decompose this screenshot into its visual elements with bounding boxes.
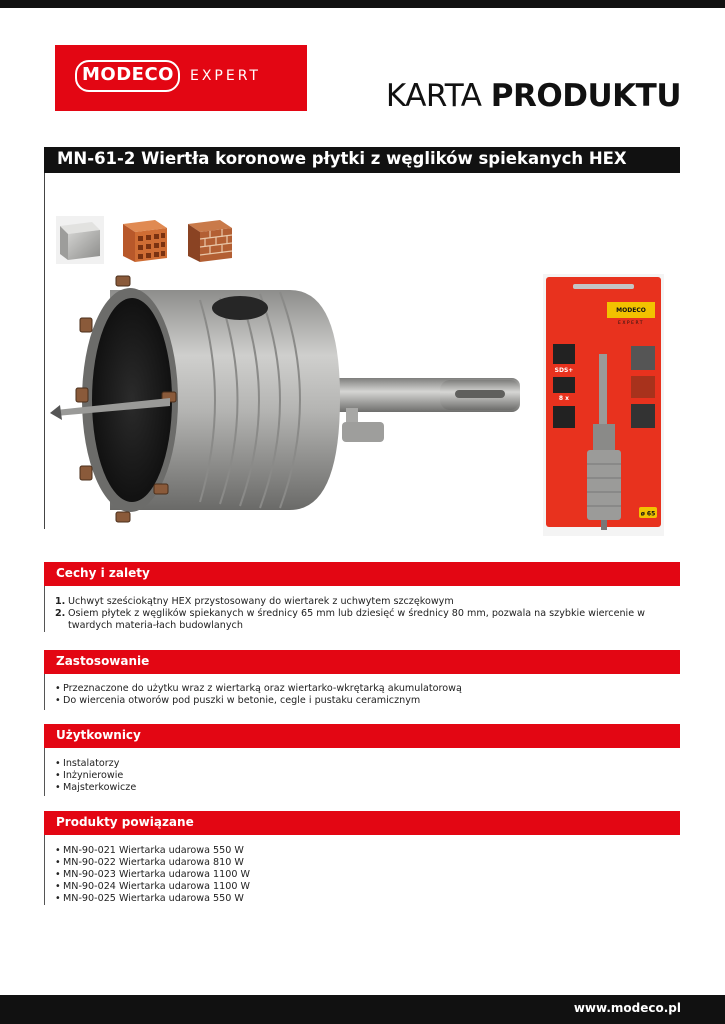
- usage-list: [55, 683, 680, 707]
- package-size-label: ø 65: [640, 510, 656, 518]
- core-drill-bit-image: [50, 270, 522, 532]
- list-item: • Inżynierowie: [55, 770, 680, 782]
- section-usage-side-line: [44, 674, 45, 710]
- section-usage-header: [44, 650, 680, 674]
- product-title-bar: [44, 147, 680, 173]
- package-sds-label: SDS+: [554, 367, 574, 374]
- section-related-title: Produkty powiązane: [56, 815, 194, 829]
- list-item: • Do wiercenia otworów pod puszki w betonie, cegle i pustaku ceramicznym: [55, 695, 680, 707]
- related-products-list: [55, 845, 680, 905]
- section-users-title: Użytkownicy: [56, 728, 141, 742]
- product-package-image: [543, 274, 664, 536]
- concrete-swatch-icon: [56, 216, 104, 264]
- list-item-number: 1.: [55, 596, 66, 607]
- package-brand-sub-text: EXPERT: [617, 321, 645, 326]
- list-item-text: Osiem płytek z węglików spiekanych w średnicy 65 mm lub dziesięć w średnicy 80 mm, pozwala na szybkie wiercenie w twardych materia-łach budowlanych: [68, 608, 646, 631]
- features-list: [55, 596, 680, 632]
- list-item: • MN-90-021 Wiertarka udarowa 550 W: [55, 845, 680, 857]
- footer-url[interactable]: www.modeco.pl: [573, 1001, 681, 1015]
- list-item: [55, 596, 680, 608]
- section-usage-title: Zastosowanie: [56, 654, 150, 668]
- list-item: • Przeznaczone do użytku wraz z wiertarką oraz wiertarko-wkrętarką akumulatorową: [55, 683, 680, 695]
- list-item: • MN-90-024 Wiertarka udarowa 1100 W: [55, 881, 680, 893]
- list-item: • MN-90-023 Wiertarka udarowa 1100 W: [55, 869, 680, 881]
- list-item: • MN-90-022 Wiertarka udarowa 810 W: [55, 857, 680, 869]
- section-features-side-line: [44, 586, 45, 632]
- footer-bar: [0, 995, 725, 1024]
- section-related-header: [44, 811, 680, 835]
- package-brand-text: MODECO: [616, 307, 646, 314]
- section-related-side-line: [44, 835, 45, 905]
- brick-wall-swatch-icon: [186, 216, 234, 264]
- logo-brand-name: MODECO: [82, 64, 174, 85]
- product-title: MN-61-2 Wiertła koronowe płytki z węglików spiekanych HEX: [57, 149, 627, 168]
- title-side-line: [44, 173, 45, 529]
- list-item-number: 2.: [55, 608, 66, 619]
- list-item: • Majsterkowicze: [55, 782, 680, 794]
- section-users-header: [44, 724, 680, 748]
- list-item: • Instalatorzy: [55, 758, 680, 770]
- list-item: • MN-90-025 Wiertarka udarowa 550 W: [55, 893, 680, 905]
- top-bar: [0, 0, 725, 8]
- list-item: [55, 608, 678, 632]
- section-features-header: [44, 562, 680, 586]
- logo-brand-sub: EXPERT: [190, 68, 261, 84]
- brand-logo: [55, 45, 307, 111]
- page-heading: [386, 78, 681, 114]
- ceramic-block-swatch-icon: [121, 216, 169, 264]
- section-features-title: Cechy i zalety: [56, 566, 150, 580]
- list-item-text: Uchwyt sześciokątny HEX przystosowany do wiertarek z uchwytem szczękowym: [68, 596, 454, 607]
- users-list: [55, 758, 680, 794]
- section-users-side-line: [44, 748, 45, 796]
- page-heading-light: KARTA: [385, 78, 491, 114]
- package-count-label: 8 x: [558, 395, 570, 402]
- page-heading-bold: PRODUKTU: [490, 78, 681, 114]
